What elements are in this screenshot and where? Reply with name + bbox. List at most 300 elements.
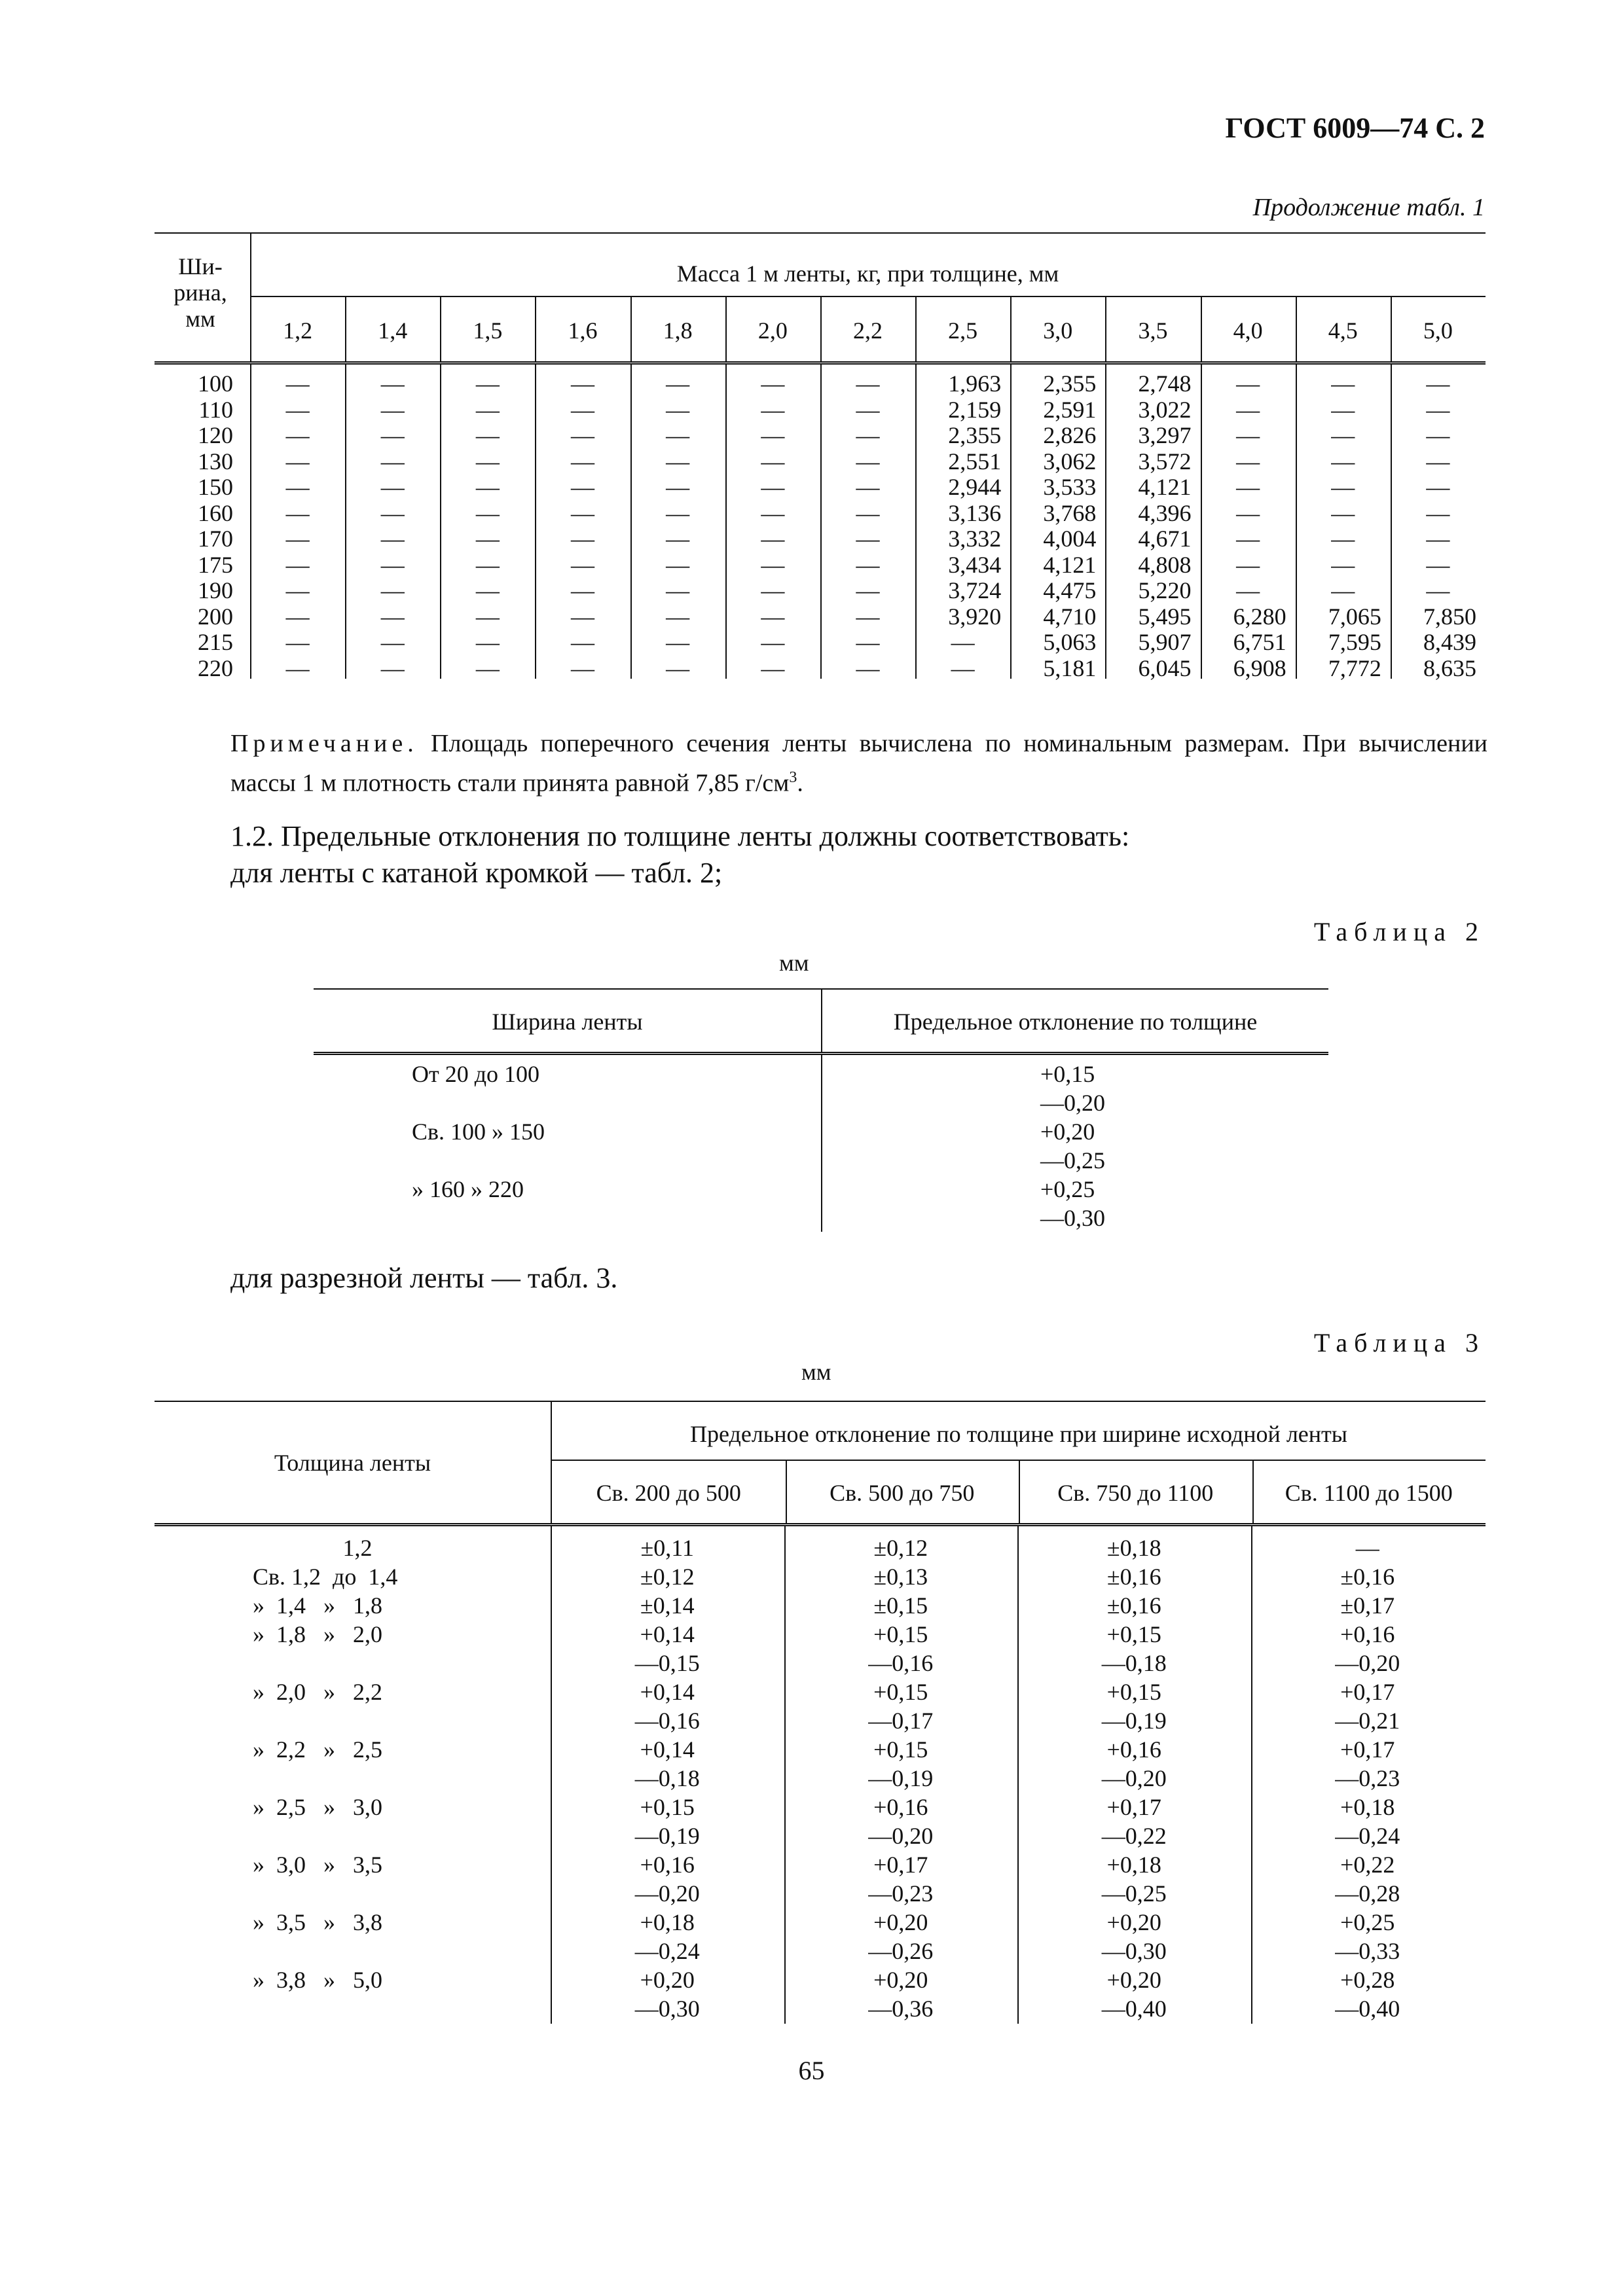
table2-deviation-header: Предельное отклонение по толщине xyxy=(893,1009,1258,1035)
table3-thickness: » 1,8 » 2,0 xyxy=(253,1621,382,1647)
mass-cell: — xyxy=(380,655,405,681)
table3-deviation: —0,18 xyxy=(634,1765,700,1791)
table3-unit: мм xyxy=(801,1359,831,1385)
table3-deviation: —0,33 xyxy=(1335,1938,1400,1964)
mass-cell: 4,121 xyxy=(1043,551,1097,578)
table3-deviation: —0,19 xyxy=(1101,1708,1167,1734)
table2-width-header: Ширина ленты xyxy=(492,1009,643,1035)
mass-cell: — xyxy=(380,422,405,448)
mass-cell: — xyxy=(285,370,310,397)
mass-cell: — xyxy=(285,655,310,681)
mass-cell: — xyxy=(1236,448,1260,475)
table3-deviation: —0,22 xyxy=(1101,1823,1167,1849)
mass-cell: — xyxy=(475,396,500,423)
mass-cell: — xyxy=(856,448,880,475)
mass-cell: — xyxy=(666,603,690,630)
mass-cell: — xyxy=(856,396,880,423)
thickness-header-cell: 1,4 xyxy=(378,317,408,344)
mass-cell: — xyxy=(761,551,785,578)
mass-cell: — xyxy=(761,448,785,475)
mass-cell: — xyxy=(666,422,690,448)
mass-cell: 7,850 xyxy=(1423,603,1476,630)
divider xyxy=(1252,1461,1254,1523)
mass-cell: 2,355 xyxy=(1043,370,1097,397)
thickness-header-cell: 4,0 xyxy=(1233,317,1263,344)
table3-deviation: —0,24 xyxy=(634,1938,700,1964)
table3-deviation: +0,20 xyxy=(640,1967,695,1993)
mass-cell: — xyxy=(571,499,595,526)
mass-cell: — xyxy=(380,551,405,578)
table3-thickness: 1,2 xyxy=(342,1535,373,1561)
page-header: ГОСТ 6009—74 С. 2 xyxy=(1225,112,1485,144)
table3-deviation: +0,17 xyxy=(873,1852,928,1878)
table3-deviation: ±0,16 xyxy=(1340,1564,1395,1590)
mass-cell: — xyxy=(1426,499,1450,526)
table3-deviation: —0,26 xyxy=(868,1938,934,1964)
mass-cell: — xyxy=(285,629,310,655)
table3-width-column-header: Св. 750 до 1100 xyxy=(1057,1480,1214,1506)
divider xyxy=(1105,297,1106,361)
width-value: 160 xyxy=(198,499,233,526)
mass-cell: — xyxy=(1236,499,1260,526)
mass-cell: — xyxy=(761,526,785,552)
thickness-header-cell: 1,8 xyxy=(663,317,693,344)
mass-cell: — xyxy=(1331,474,1355,500)
table3-deviation: +0,16 xyxy=(1106,1736,1161,1763)
table2-deviation: —0,30 xyxy=(1040,1205,1105,1231)
divider xyxy=(1010,297,1012,361)
mass-cell: 5,495 xyxy=(1138,603,1192,630)
mass-cell: — xyxy=(285,603,310,630)
mass-cell: — xyxy=(571,655,595,681)
mass-cell: — xyxy=(571,603,595,630)
mass-cell: — xyxy=(666,577,690,603)
table3-deviation: ±0,16 xyxy=(1106,1592,1161,1619)
table2 xyxy=(314,988,1328,1232)
mass-cell: — xyxy=(1426,526,1450,552)
thickness-header-cell: 2,0 xyxy=(757,317,788,344)
mass-cell: 6,908 xyxy=(1233,655,1286,681)
mass-cell: — xyxy=(475,603,500,630)
table3-deviation: —0,17 xyxy=(868,1708,934,1734)
header-line: Ши- xyxy=(178,253,223,279)
mass-cell: — xyxy=(1236,526,1260,552)
divider xyxy=(725,297,727,361)
thickness-header-cell: 5,0 xyxy=(1423,317,1453,344)
mass-cell: — xyxy=(856,629,880,655)
divider xyxy=(630,297,632,361)
table3-deviation: —0,19 xyxy=(634,1823,700,1849)
thickness-header-cell: 4,5 xyxy=(1328,317,1358,344)
paragraph-slit-strip: для разрезной ленты — табл. 3. xyxy=(230,1262,618,1294)
table3-deviation: —0,30 xyxy=(634,1996,700,2022)
mass-cell: — xyxy=(571,448,595,475)
mass-cell: 2,355 xyxy=(948,422,1002,448)
mass-cell: — xyxy=(475,448,500,475)
table3-header xyxy=(155,1401,1486,1526)
mass-cell: — xyxy=(856,526,880,552)
table3-deviation: ±0,18 xyxy=(1106,1535,1161,1561)
mass-cell: 7,772 xyxy=(1328,655,1381,681)
width-value: 215 xyxy=(198,629,233,655)
table3-deviation: —0,28 xyxy=(1335,1880,1400,1907)
mass-cell: — xyxy=(571,577,595,603)
width-column-header xyxy=(155,253,246,332)
mass-cell: 2,826 xyxy=(1043,422,1097,448)
table2-deviation: —0,25 xyxy=(1040,1147,1105,1174)
table3-deviation: ±0,14 xyxy=(640,1592,695,1619)
table3-deviation: —0,36 xyxy=(868,1996,934,2022)
table3-deviation: +0,15 xyxy=(1106,1679,1161,1705)
mass-cell: — xyxy=(380,370,405,397)
table3-group-header: Предельное отклонение по толщине при ширине исходной ленты xyxy=(690,1421,1347,1447)
note-superscript: 3 xyxy=(789,769,797,786)
mass-cell: — xyxy=(380,474,405,500)
mass-cell: — xyxy=(380,499,405,526)
paragraph-rolled-edge: для ленты с катаной кромкой — табл. 2; xyxy=(230,857,723,889)
mass-cell: — xyxy=(1236,396,1260,423)
table3-deviation: +0,15 xyxy=(873,1679,928,1705)
mass-cell: — xyxy=(1426,396,1450,423)
mass-cell: — xyxy=(761,396,785,423)
mass-cell: — xyxy=(1331,499,1355,526)
mass-cell: 4,121 xyxy=(1138,474,1192,500)
table3-deviation: +0,14 xyxy=(640,1736,695,1763)
mass-cell: — xyxy=(285,577,310,603)
table3-thickness: » 3,5 » 3,8 xyxy=(253,1909,382,1935)
table3-deviation: —0,19 xyxy=(868,1765,934,1791)
mass-cell: 4,004 xyxy=(1043,526,1097,552)
divider xyxy=(1296,297,1297,361)
table3-thickness: » 2,2 » 2,5 xyxy=(253,1736,382,1763)
mass-cell: 2,748 xyxy=(1138,370,1192,397)
table2-width: » 160 » 220 xyxy=(412,1176,524,1202)
table3-deviation: ±0,11 xyxy=(640,1535,694,1561)
thickness-header-row xyxy=(250,297,1486,361)
mass-cell: — xyxy=(475,551,500,578)
table3-deviation: +0,17 xyxy=(1106,1794,1161,1820)
mass-cell: 2,551 xyxy=(948,448,1002,475)
mass-cell: — xyxy=(856,551,880,578)
note-label: Примечание. xyxy=(230,730,418,757)
mass-cell: — xyxy=(761,629,785,655)
mass-table xyxy=(155,232,1486,679)
mass-cell: 2,159 xyxy=(948,396,1002,423)
mass-cell: 6,751 xyxy=(1233,629,1286,655)
table3-deviation: ±0,16 xyxy=(1106,1564,1161,1590)
table3-thickness: » 2,5 » 3,0 xyxy=(253,1794,382,1820)
table2-width: От 20 до 100 xyxy=(412,1061,540,1087)
divider xyxy=(345,297,346,361)
table3-thickness: » 3,0 » 3,5 xyxy=(253,1852,382,1878)
mass-cell: — xyxy=(761,577,785,603)
width-value: 110 xyxy=(198,396,233,423)
table3-deviation: —0,21 xyxy=(1335,1708,1400,1734)
divider xyxy=(440,297,441,361)
table3-deviation: —0,25 xyxy=(1101,1880,1167,1907)
table3-thickness: » 2,0 » 2,2 xyxy=(253,1679,382,1705)
mass-cell: — xyxy=(666,655,690,681)
mass-cell: — xyxy=(1331,448,1355,475)
table3-body xyxy=(155,1526,1486,2050)
mass-cell: — xyxy=(1236,422,1260,448)
table2-unit: мм xyxy=(779,950,809,976)
table3-deviation: +0,15 xyxy=(873,1736,928,1763)
table3-deviation: +0,17 xyxy=(1340,1679,1395,1705)
table3-width-column-header: Св. 200 до 500 xyxy=(596,1480,741,1506)
table3-deviation: +0,28 xyxy=(1340,1967,1395,1993)
mass-cell: — xyxy=(666,396,690,423)
mass-cell: — xyxy=(475,629,500,655)
mass-cell: 4,396 xyxy=(1138,499,1192,526)
mass-cell: 5,063 xyxy=(1043,629,1097,655)
table3-deviation: —0,16 xyxy=(634,1708,700,1734)
table3-deviation: +0,17 xyxy=(1340,1736,1395,1763)
width-value: 100 xyxy=(198,370,233,397)
mass-cell: — xyxy=(380,577,405,603)
page-number: 65 xyxy=(798,2056,825,2085)
mass-cell: 3,533 xyxy=(1043,474,1097,500)
mass-cell: — xyxy=(856,603,880,630)
mass-cell: 4,475 xyxy=(1043,577,1097,603)
mass-cell: — xyxy=(571,370,595,397)
table3-deviation: —0,20 xyxy=(868,1823,934,1849)
table3-deviation: —0,20 xyxy=(1101,1765,1167,1791)
width-value: 150 xyxy=(198,474,233,500)
mass-cell: — xyxy=(856,422,880,448)
divider xyxy=(535,297,536,361)
mass-cell: — xyxy=(285,396,310,423)
mass-cell: — xyxy=(856,655,880,681)
table3-deviation: ±0,17 xyxy=(1340,1592,1395,1619)
table2-deviation: —0,20 xyxy=(1040,1090,1105,1116)
divider xyxy=(1391,297,1392,361)
mass-cell: — xyxy=(571,629,595,655)
table3-deviation: — xyxy=(1355,1535,1379,1561)
mass-cell: — xyxy=(475,499,500,526)
table3-deviation: +0,25 xyxy=(1340,1909,1395,1935)
mass-cell: 4,671 xyxy=(1138,526,1192,552)
table3-deviation: +0,16 xyxy=(1340,1621,1395,1647)
table2-deviation: +0,15 xyxy=(1040,1061,1095,1087)
paragraph-1-2: 1.2. Предельные отклонения по толщине ленты должны соответствовать: xyxy=(230,820,1130,852)
divider xyxy=(786,1461,787,1523)
mass-cell: 4,808 xyxy=(1138,551,1192,578)
mass-cell: 4,710 xyxy=(1043,603,1097,630)
mass-cell: — xyxy=(1426,474,1450,500)
mass-cell: — xyxy=(761,603,785,630)
mass-cell: — xyxy=(1331,396,1355,423)
table3-deviation: +0,18 xyxy=(1106,1852,1161,1878)
table3-deviation: —0,18 xyxy=(1101,1650,1167,1676)
table3-deviation: —0,30 xyxy=(1101,1938,1167,1964)
mass-cell: 3,724 xyxy=(948,577,1002,603)
mass-cell: 3,297 xyxy=(1138,422,1192,448)
table3-deviation: ±0,15 xyxy=(873,1592,928,1619)
mass-cell: — xyxy=(1236,577,1260,603)
table2-caption: Таблица 2 xyxy=(1313,917,1485,946)
table3-deviation: +0,15 xyxy=(873,1621,928,1647)
table2-width: Св. 100 » 150 xyxy=(412,1119,545,1145)
mass-cell: — xyxy=(380,448,405,475)
mass-cell: — xyxy=(571,551,595,578)
mass-cell: — xyxy=(951,655,975,681)
thickness-header-cell: 3,0 xyxy=(1043,317,1073,344)
table3-deviation: +0,14 xyxy=(640,1621,695,1647)
mass-cell: — xyxy=(761,370,785,397)
mass-cell: — xyxy=(285,422,310,448)
table3-deviation: —0,40 xyxy=(1335,1996,1400,2022)
mass-group-header: Масса 1 м ленты, кг, при толщине, мм xyxy=(676,260,1059,287)
mass-cell: 3,062 xyxy=(1043,448,1097,475)
mass-cell: — xyxy=(380,396,405,423)
table3-deviation: +0,15 xyxy=(1106,1621,1161,1647)
table-note xyxy=(230,726,1487,800)
mass-cell: 3,022 xyxy=(1138,396,1192,423)
width-value: 170 xyxy=(198,526,233,552)
header-line: мм xyxy=(185,306,215,332)
mass-cell: 3,332 xyxy=(948,526,1002,552)
table3-deviation: ±0,12 xyxy=(640,1564,695,1590)
table3-thickness-header: Толщина ленты xyxy=(274,1450,431,1476)
mass-cell: 2,944 xyxy=(948,474,1002,500)
table3-width-column-header: Св. 500 до 750 xyxy=(830,1480,975,1506)
header-line: рина, xyxy=(173,279,227,306)
mass-cell: 5,181 xyxy=(1043,655,1097,681)
table3-deviation: +0,22 xyxy=(1340,1852,1395,1878)
table3-deviation: —0,20 xyxy=(634,1880,700,1907)
mass-table-body xyxy=(155,365,1486,679)
table2-deviation: +0,20 xyxy=(1040,1119,1095,1145)
table3-caption: Таблица 3 xyxy=(1313,1328,1485,1357)
divider xyxy=(821,1055,822,1232)
mass-cell: 7,595 xyxy=(1328,629,1381,655)
mass-cell: 3,920 xyxy=(948,603,1002,630)
table3-thickness: Св. 1,2 до 1,4 xyxy=(253,1564,398,1590)
mass-cell: 2,591 xyxy=(1043,396,1097,423)
mass-cell: — xyxy=(475,422,500,448)
mass-cell: — xyxy=(1331,526,1355,552)
table3-deviation: —0,15 xyxy=(634,1650,700,1676)
mass-cell: — xyxy=(856,474,880,500)
table3-deviation: ±0,13 xyxy=(873,1564,928,1590)
mass-cell: — xyxy=(761,474,785,500)
mass-cell: — xyxy=(1236,474,1260,500)
table3-deviation: ±0,12 xyxy=(873,1535,928,1561)
mass-cell: — xyxy=(285,526,310,552)
mass-cell: 6,280 xyxy=(1233,603,1286,630)
mass-cell: — xyxy=(1426,370,1450,397)
table2-deviation: +0,25 xyxy=(1040,1176,1095,1202)
mass-cell: 7,065 xyxy=(1328,603,1381,630)
mass-cell: — xyxy=(1426,551,1450,578)
width-value: 130 xyxy=(198,448,233,475)
mass-cell: 8,635 xyxy=(1423,655,1476,681)
table3-deviation: +0,15 xyxy=(640,1794,695,1820)
mass-cell: — xyxy=(666,551,690,578)
mass-cell: — xyxy=(951,629,975,655)
mass-cell: — xyxy=(475,474,500,500)
table3-deviation: +0,16 xyxy=(873,1794,928,1820)
table3-deviation: +0,18 xyxy=(640,1909,695,1935)
mass-cell: 6,045 xyxy=(1138,655,1192,681)
mass-cell: — xyxy=(285,474,310,500)
table3-deviation: —0,20 xyxy=(1335,1650,1400,1676)
mass-cell: — xyxy=(666,370,690,397)
width-value: 220 xyxy=(198,655,233,681)
mass-cell: — xyxy=(856,577,880,603)
mass-cell: 8,439 xyxy=(1423,629,1476,655)
table3-deviation: —0,40 xyxy=(1101,1996,1167,2022)
divider xyxy=(1201,297,1202,361)
thickness-header-cell: 1,6 xyxy=(568,317,598,344)
mass-cell: — xyxy=(285,499,310,526)
mass-cell: — xyxy=(380,603,405,630)
mass-cell: — xyxy=(571,474,595,500)
table2-header xyxy=(314,988,1328,1055)
mass-cell: — xyxy=(1426,448,1450,475)
table3-deviation: +0,16 xyxy=(640,1852,695,1878)
width-value: 175 xyxy=(198,551,233,578)
mass-cell: — xyxy=(475,655,500,681)
mass-cell: — xyxy=(761,422,785,448)
mass-cell: — xyxy=(1236,370,1260,397)
thickness-header-cell: 2,2 xyxy=(852,317,883,344)
mass-cell: — xyxy=(666,499,690,526)
table3-deviation: +0,20 xyxy=(873,1967,928,1993)
table3-deviation: —0,16 xyxy=(868,1650,934,1676)
table3-deviation: +0,18 xyxy=(1340,1794,1395,1820)
table3-deviation: +0,14 xyxy=(640,1679,695,1705)
mass-cell: — xyxy=(761,499,785,526)
mass-cell: — xyxy=(285,551,310,578)
table3-deviation: —0,23 xyxy=(868,1880,934,1907)
mass-cell: — xyxy=(1331,370,1355,397)
mass-cell: — xyxy=(571,396,595,423)
thickness-header-cell: 3,5 xyxy=(1138,317,1168,344)
width-value: 190 xyxy=(198,577,233,603)
table3 xyxy=(155,1401,1486,2050)
mass-table-header xyxy=(155,232,1486,365)
mass-cell: — xyxy=(666,526,690,552)
mass-cell: — xyxy=(1426,577,1450,603)
thickness-header-cell: 2,5 xyxy=(948,317,978,344)
mass-cell: — xyxy=(666,448,690,475)
table2-body xyxy=(314,1055,1328,1232)
mass-cell: — xyxy=(1236,551,1260,578)
mass-cell: — xyxy=(856,370,880,397)
mass-cell: 5,220 xyxy=(1138,577,1192,603)
mass-cell: — xyxy=(475,577,500,603)
note-end: . xyxy=(797,769,803,797)
mass-cell: — xyxy=(380,526,405,552)
mass-cell: — xyxy=(1331,577,1355,603)
mass-cell: — xyxy=(761,655,785,681)
mass-cell: — xyxy=(380,629,405,655)
mass-cell: 3,136 xyxy=(948,499,1002,526)
mass-cell: — xyxy=(475,370,500,397)
mass-cell: 1,963 xyxy=(948,370,1002,397)
table3-deviation: +0,20 xyxy=(1106,1967,1161,1993)
table3-width-column-header: Св. 1100 до 1500 xyxy=(1285,1480,1453,1506)
table3-width-columns xyxy=(552,1461,1486,1523)
mass-cell: — xyxy=(666,474,690,500)
divider xyxy=(820,297,822,361)
table3-deviation: —0,24 xyxy=(1335,1823,1400,1849)
mass-cell: — xyxy=(475,526,500,552)
divider xyxy=(1019,1461,1020,1523)
width-value: 120 xyxy=(198,422,233,448)
